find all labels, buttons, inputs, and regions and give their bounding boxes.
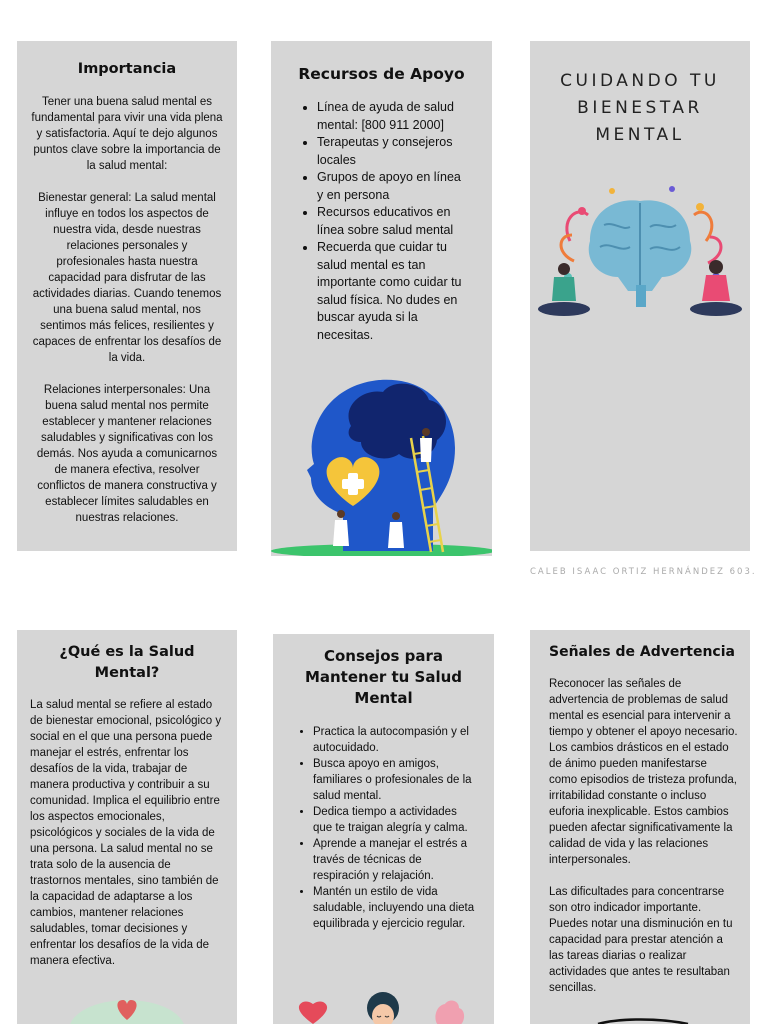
- list-item: • Grupos de apoyo en línea y en persona: [317, 169, 468, 204]
- importancia-title: Importancia: [77, 61, 177, 77]
- recursos-title: Recursos de Apoyo: [298, 65, 465, 83]
- list-item: • Aprende a manejar el estrés a través de técnicas de respiración y relajación.: [313, 836, 476, 884]
- list-item: • Busca apoyo en amigos, familiares o profesionales de la salud mental.: [313, 756, 476, 804]
- list-item: • Recuerda que cuidar tu salud mental es tan importante como cuidar tu salud física. No dudes en buscar ayuda si la necesitas.: [317, 239, 468, 344]
- importancia-paragraph-1: Bienestar general: La salud mental influye en todos los aspectos de nuestra vida, desde nuestras relaciones personales y profesionales hasta nuestra capacidad para disfrutar de las actividades diarias. Cuando tenemos una buena salud mental, nos sentimos más felices, resilientes y capaces de enfrentar los desafíos de la vida.: [32, 192, 222, 364]
- self-care-illustration: [273, 986, 494, 1024]
- heart-hands-illustration: [17, 990, 237, 1024]
- list-item: • Mantén un estilo de vida saludable, incluyendo una dieta equilibrada y ejercicio regular.: [313, 884, 476, 932]
- author-name: CALEB ISAAC ORTIZ HERNÁNDEZ 603.: [530, 567, 757, 577]
- head-illustration: [271, 366, 492, 556]
- que-es-title: ¿Qué es la Salud Mental?: [59, 644, 195, 681]
- panel-que-es: [17, 630, 237, 1024]
- list-item: • Línea de ayuda de salud mental: [800 911 2000]: [317, 99, 468, 134]
- panel-cover: [530, 41, 750, 551]
- cover-title-line-1: CUIDANDO TU: [560, 71, 720, 91]
- panel-consejos: [273, 634, 494, 1024]
- decorative-line-icon: [530, 1018, 750, 1024]
- list-item: • Practica la autocompasión y el autocuidado.: [313, 724, 476, 756]
- list-item: • Recursos educativos en línea sobre salud mental: [317, 204, 468, 239]
- panel-recursos: [271, 41, 492, 556]
- consejos-list: [287, 724, 480, 932]
- importancia-paragraph-2: Relaciones interpersonales: Una buena salud mental nos permite establecer y mantener relaciones saludables y significativas con los demás. Nos ayuda a comunicarnos de manera efectiva, resolver conflictos de manera constructiva y establecer límites saludables en nuestras relaciones.: [36, 384, 218, 524]
- recursos-list: [287, 99, 476, 344]
- cover-title-line-2: BIENESTAR: [577, 98, 703, 118]
- cover-title-line-3: MENTAL: [595, 125, 685, 145]
- list-item: • Terapeutas y consejeros locales: [317, 134, 468, 169]
- panel-importancia: [17, 41, 237, 551]
- panel-senales: [530, 630, 750, 1024]
- senales-paragraph-1: Reconocer las señales de advertencia de problemas de salud mental es esencial para intervenir a tiempo y obtener el apoyo necesario. Los cambios drásticos en el estado de ánimo pueden manifestarse como episodios de tristeza profunda, irritabilidad constante o incluso euforia inexplicable. Estos cambios pueden afectar significativamente la calidad de vida y las relaciones interpersonales.: [549, 678, 738, 866]
- senales-paragraph-2: Las dificultades para concentrarse son otro indicador importante. Puedes notar una disminución en tu capacidad para prestar atención a las tareas diarias o realizar actividades que antes te resultaban sencillas.: [549, 886, 733, 994]
- senales-title: Señales de Advertencia: [549, 644, 735, 660]
- importancia-intro: Tener una buena salud mental es fundamental para vivir una vida plena y satisfactoria. Aquí te dejo algunos puntos clave sobre la importancia de la salud mental:: [31, 96, 223, 172]
- list-item: • Dedica tiempo a actividades que te traigan alegría y calma.: [313, 804, 476, 836]
- que-es-text: La salud mental se refiere al estado de bienestar emocional, psicológico y social en el que una persona puede manejar el estrés, enfrentar los desafíos de la vida, trabajar de manera productiva y contribuir a su comunidad. Implica el equilibrio entre los aspectos emocionales, psicológicos y sociales de la vida de una persona. La salud mental no se trata solo de la ausencia de trastornos mentales, sino también de la capacidad de adaptarse a los cambios, mantener relaciones saludables, tomar decisiones y enfrentar los desafíos de la vida de manera efectiva.: [30, 699, 222, 967]
- consejos-title: Consejos para Mantener tu Salud Mental: [304, 647, 463, 707]
- brain-meditation-illustration: [530, 181, 750, 331]
